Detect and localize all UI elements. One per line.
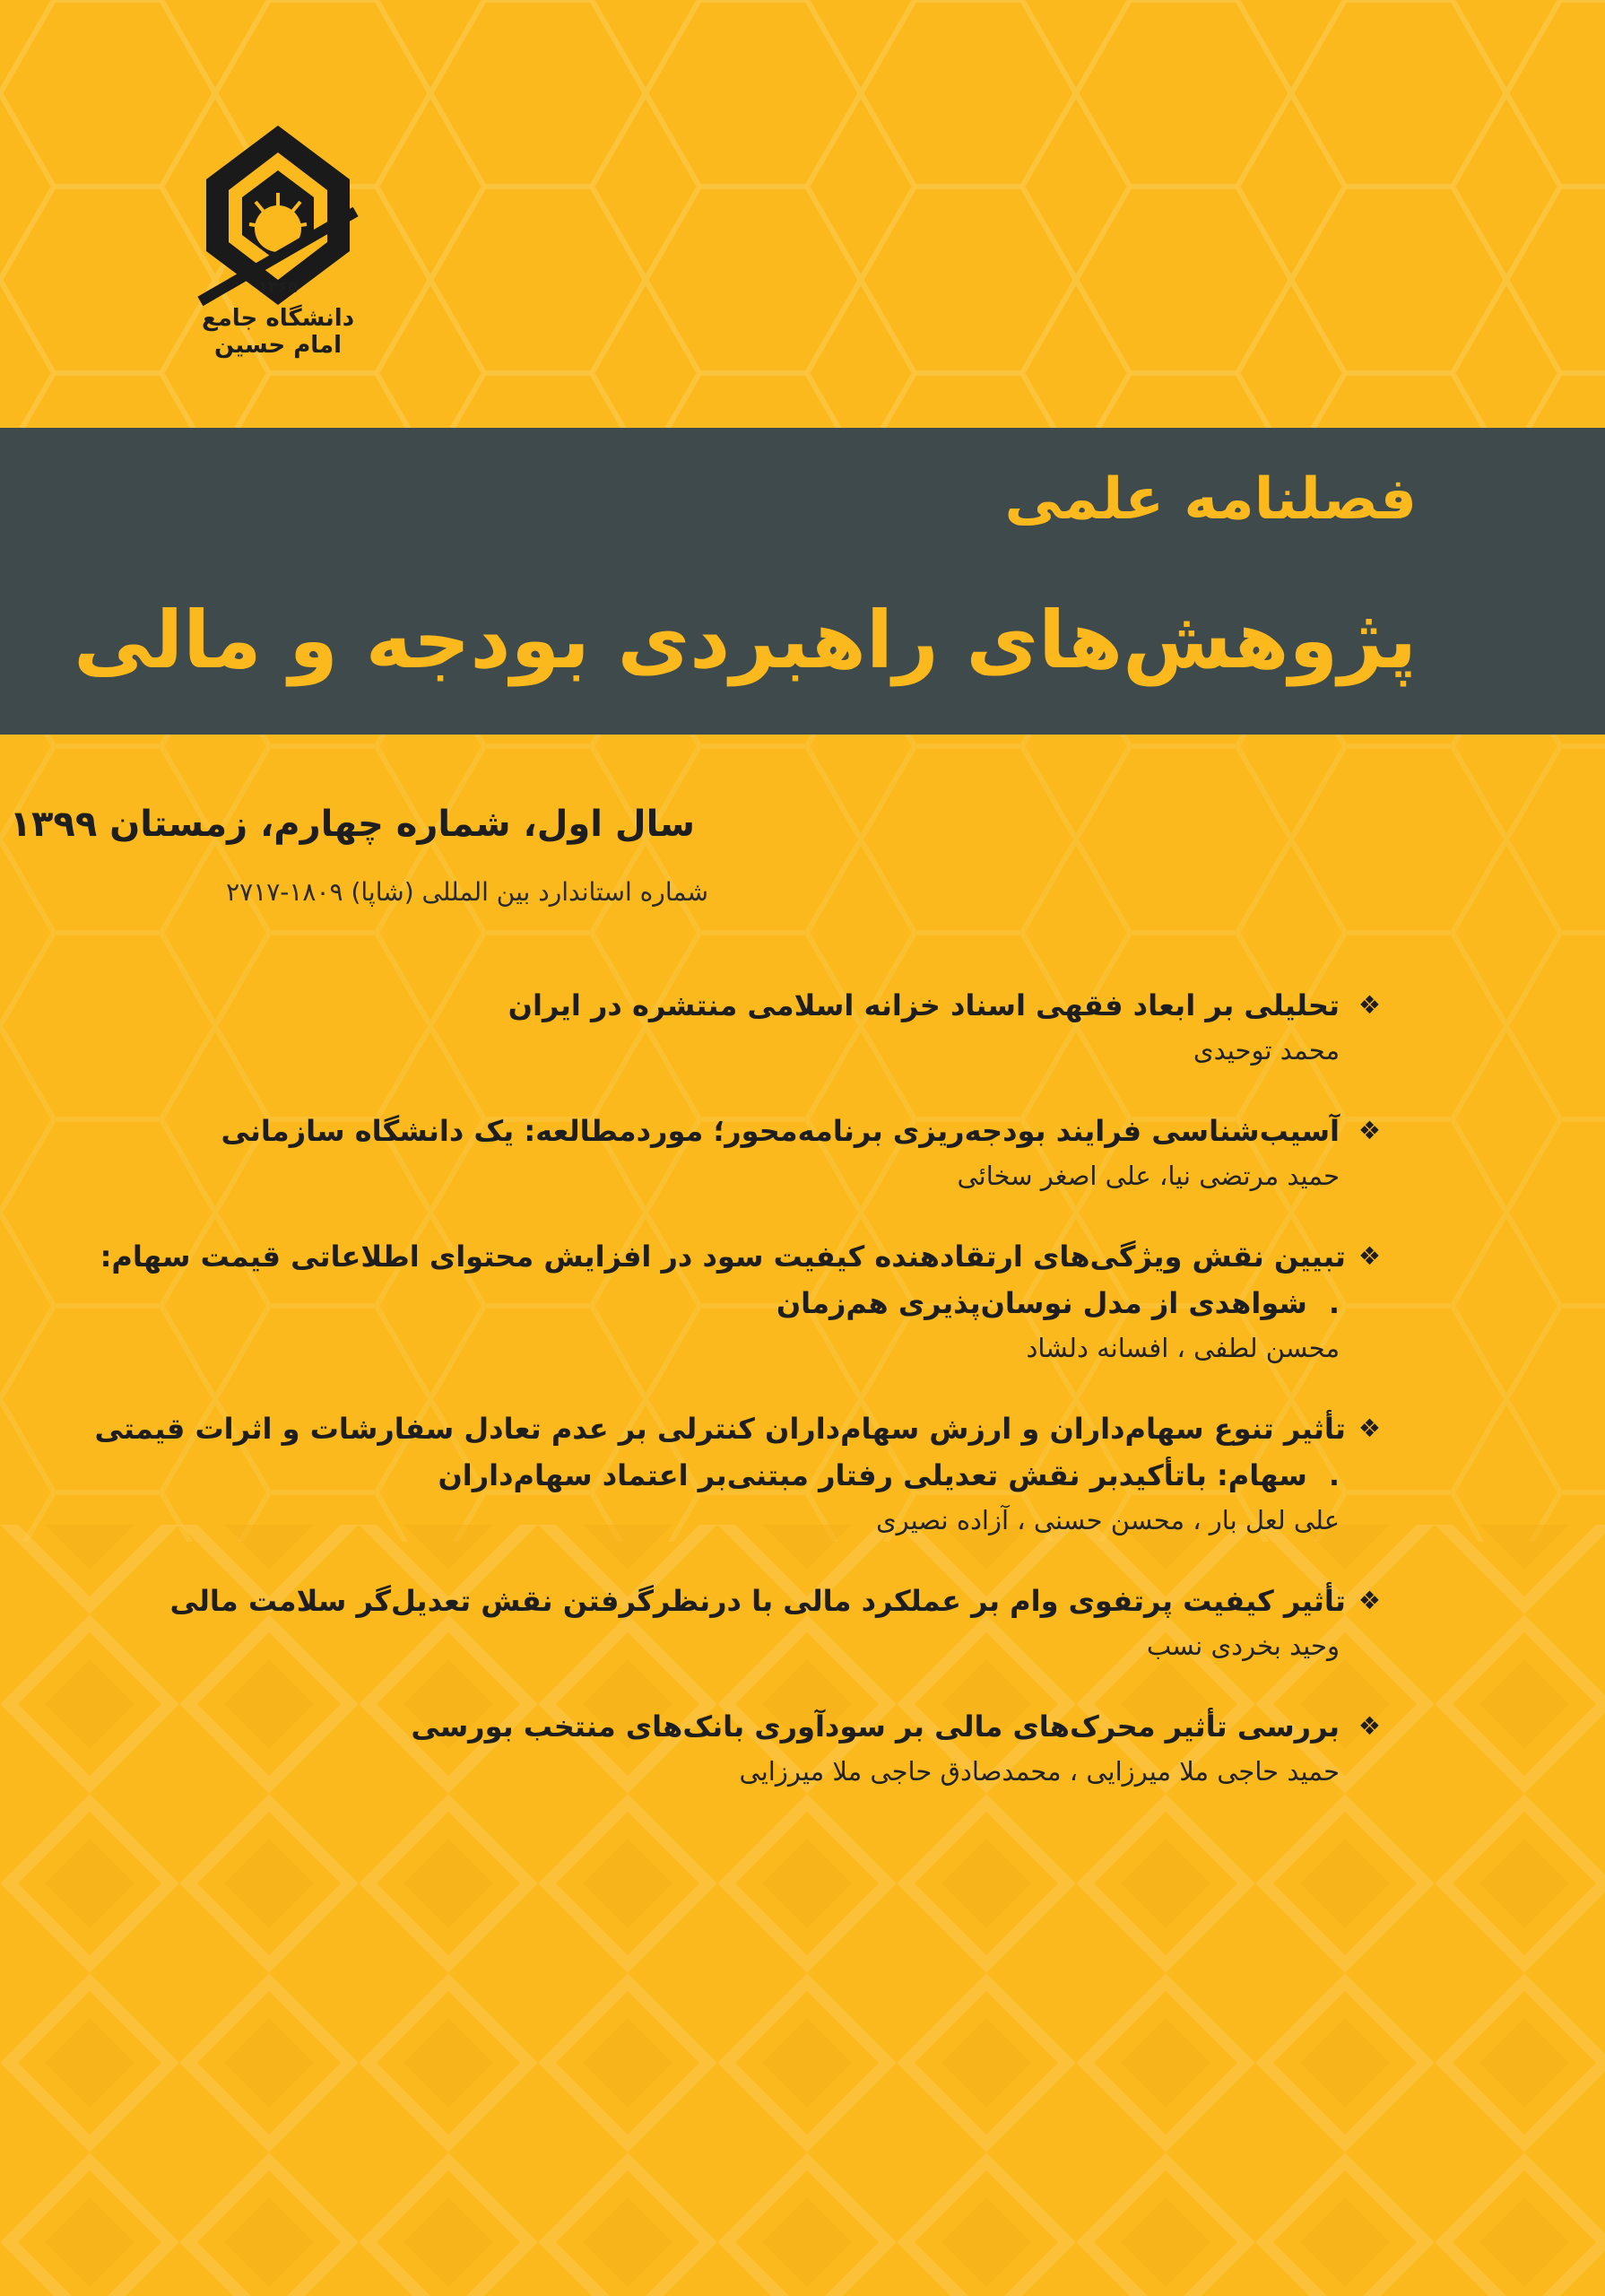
diamond-bullet-icon: ❖ (1358, 1241, 1381, 1271)
article-item (170, 982, 1381, 1072)
article-authors: وحید بخردی نسب (1146, 1631, 1340, 1661)
article-title: ❖ آسیب‌شناسی فرایند بودجه‌ریزی برنامه‌محور؛ موردمطالعه: یک دانشگاه سازمانی (170, 1108, 1381, 1154)
article-authors: محمد توحیدی (1193, 1035, 1340, 1065)
article-title: ❖ تأثیر کیفیت پرتفوی وام بر عملکرد مالی با درنظرگرفتن نقش تعدیل‌گر سلامت مالی (170, 1578, 1381, 1624)
diamond-bullet-icon: ❖ (1358, 1413, 1381, 1443)
dot-icon: . (1328, 1458, 1340, 1492)
article-authors: حمید مرتضی نیا، علی اصغر سخائی (957, 1161, 1340, 1191)
diamond-bullet-icon: ❖ (1358, 1116, 1381, 1145)
diamond-bullet-icon: ❖ (1358, 1711, 1381, 1741)
article-item (170, 1578, 1381, 1667)
article-authors: علی لعل بار ، محسن حسنی ، آزاده نصیری (875, 1505, 1340, 1535)
article-item (100, 1233, 1381, 1370)
table-of-contents (94, 982, 1381, 1829)
article-item (170, 1703, 1381, 1793)
diamond-bullet-icon: ❖ (1358, 990, 1381, 1020)
article-title: ❖ تبیین نقش ویژگی‌های ارتقادهنده کیفیت سود در افزایش محتوای اطلاعاتی قیمت سهام: (170, 1233, 1381, 1280)
dot-icon: . (1328, 1286, 1340, 1320)
article-item (94, 1405, 1381, 1542)
article-authors: حمید حاجی ملا میرزایی ، محمدصادق حاجی ملا میرزایی (739, 1756, 1340, 1787)
issue-info: سال اول، شماره چهارم، زمستان ۱۳۹۹ (9, 804, 695, 845)
article-title-continuation: .شواهدی از مدل نوسان‌پذیری هم‌زمان (776, 1286, 1340, 1320)
article-item (170, 1108, 1381, 1197)
article-title: ❖ تحلیلی بر ابعاد فقهی اسناد خزانه اسلامی منتشره در ایران (170, 982, 1381, 1029)
journal-title: پژوهش‌های راهبردی بودجه و مالی (74, 594, 1417, 686)
diamond-bullet-icon: ❖ (1358, 1586, 1381, 1615)
article-title: ❖ بررسی تأثیر محرک‌های مالی بر سودآوری بانک‌های منتخب بورسی (170, 1703, 1381, 1750)
logo-caption: دانشگاه جامع امام حسین (201, 305, 355, 359)
journal-subtitle: فصلنامه علمی (1004, 466, 1417, 533)
logo-year: ۱۳۶۵ (258, 278, 298, 297)
issn: شماره استاندارد بین المللی (شاپا) ۱۸۰۹-۲۷۱۷ (226, 877, 708, 907)
article-title: ❖ تأثیر تنوع سهام‌داران و ارزش سهام‌داران کنترلی بر عدم تعادل سفارشات و اثرات قیمتی (170, 1405, 1381, 1452)
article-title-continuation: .سهام: باتأکیدبر نقش تعدیلی رفتار مبتنی‌بر اعتماد سهام‌داران (438, 1458, 1340, 1492)
article-authors: محسن لطفی ، افسانه دلشاد (1026, 1333, 1340, 1363)
